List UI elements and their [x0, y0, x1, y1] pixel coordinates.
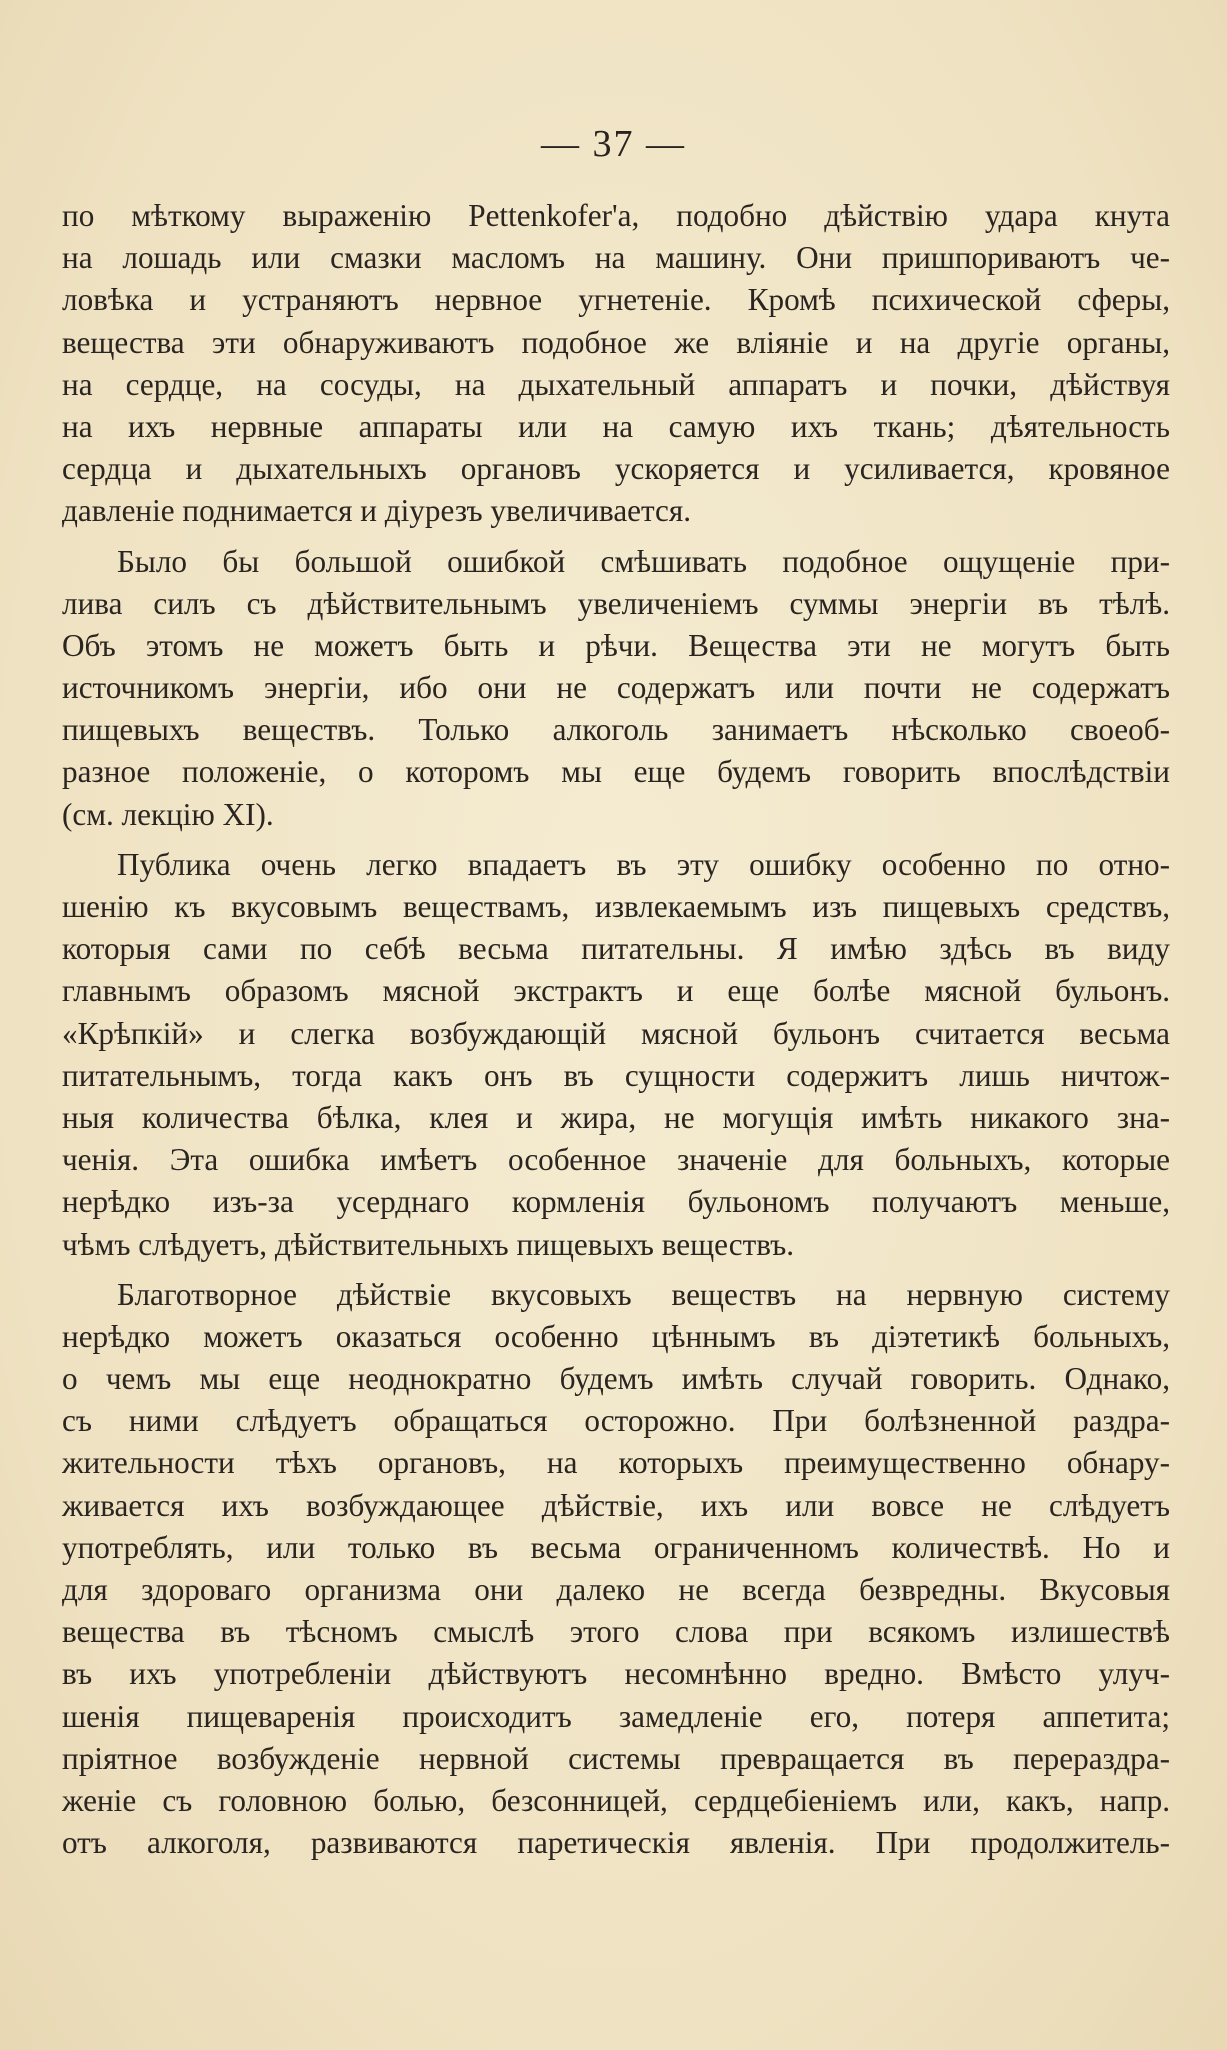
text-line: Публика очень легко впадаетъ въ эту ошибку особенно по отно-	[117, 846, 1170, 882]
text-line: на сердце, на сосуды, на дыхательный аппаратъ и почки, дѣйствуя	[62, 366, 1170, 402]
text-line: употреблять, или только въ весьма ограниченномъ количествѣ. Но и	[62, 1529, 1170, 1565]
text-line: шенію къ вкусовымъ веществамъ, извлекаемымъ изъ пищевыхъ средствъ,	[62, 889, 1170, 924]
text-line: женіе съ головною болью, безсонницей, сердцебіеніемъ или, какъ, напр.	[62, 1782, 1170, 1818]
text-line: живается ихъ возбуждающее дѣйствіе, ихъ или вовсе не слѣдуетъ	[62, 1487, 1170, 1523]
text-line: давленіе поднимается и діурезъ увеличивается.	[62, 493, 692, 529]
text-line: нерѣдко изъ-за усерднаго кормленія бульономъ получаютъ меньше,	[62, 1184, 1170, 1220]
text-line: «Крѣпкій» и слегка возбуждающій мясной бульонъ считается весьма	[62, 1015, 1170, 1051]
text-line: которыя сами по себѣ весьма питательны. Я имѣю здѣсь въ виду	[62, 931, 1170, 967]
text-line: ловѣка и устраняютъ нервное угнетеніе. Кромѣ психической сферы,	[62, 282, 1170, 318]
text-line: вещества въ тѣсномъ смыслѣ этого слова при всякомъ излишествѣ	[62, 1614, 1170, 1650]
text-line: чѣмъ слѣдуетъ, дѣйствительныхъ пищевыхъ веществъ.	[62, 1226, 795, 1262]
text-line: отъ алкоголя, развиваются паретическія явленія. При продолжитель-	[62, 1825, 1170, 1861]
text-line: пищевыхъ веществъ. Только алкоголь занимаетъ нѣсколько своеоб-	[62, 712, 1170, 748]
text-line: разное положеніе, о которомъ мы еще будемъ говорить впослѣдствіи	[62, 754, 1170, 790]
text-line: нерѣдко можетъ оказаться особенно цѣннымъ въ діэтетикѣ больныхъ,	[62, 1318, 1170, 1354]
text-line: сердца и дыхательныхъ органовъ ускоряется и усиливается, кровяное	[62, 451, 1170, 487]
text-line: вещества эти обнаруживаютъ подобное же вліяніе и на другіе органы,	[62, 324, 1170, 360]
page-number: — 37 —	[541, 123, 686, 165]
text-line: пріятное возбужденіе нервной системы превращается въ перераздра-	[62, 1740, 1170, 1776]
text-line: шенія пищеваренія происходитъ замедленіе его, потеря аппетита;	[62, 1698, 1170, 1734]
text-line: Было бы большой ошибкой смѣшивать подобное ощущеніе при-	[117, 543, 1170, 579]
text-line: о чемъ мы еще неоднократно будемъ имѣть случай говорить. Однако,	[62, 1361, 1170, 1397]
body-text	[62, 195, 1170, 1864]
text-line: ченія. Эта ошибка имѣетъ особенное значеніе для больныхъ, которые	[62, 1142, 1170, 1178]
text-line: съ ними слѣдуетъ обращаться осторожно. При болѣзненной раздра-	[62, 1403, 1170, 1439]
text-line: на лошадь или смазки масломъ на машину. Они пришпориваютъ че-	[62, 240, 1170, 276]
text-line: Благотворное дѣйствіе вкусовыхъ веществъ на нервную систему	[117, 1276, 1170, 1312]
text-line: (см. лекцію XI).	[62, 796, 274, 832]
text-line: на ихъ нервные аппараты или на самую ихъ ткань; дѣятельность	[62, 408, 1170, 444]
text-line: Объ этомъ не можетъ быть и рѣчи. Вещества эти не могутъ быть	[62, 627, 1170, 663]
text-line: питательнымъ, тогда какъ онъ въ сущности содержитъ лишь ничтож-	[62, 1057, 1170, 1093]
text-line: въ ихъ употребленіи дѣйствуютъ несомнѣнно вредно. Вмѣсто улуч-	[62, 1656, 1170, 1692]
text-line: источникомъ энергіи, ибо они не содержатъ или почти не содержатъ	[62, 670, 1170, 706]
text-line: для здороваго организма они далеко не всегда безвредны. Вкусовыя	[62, 1572, 1170, 1607]
paragraph-4	[62, 1274, 1170, 1865]
paragraph-1	[62, 195, 1170, 533]
text-line: по мѣткому выраженію Pettenkofer'а, подобно дѣйствію удара кнута	[62, 198, 1170, 233]
text-line: ныя количества бѣлка, клея и жира, не могущія имѣть никакого зна-	[62, 1099, 1170, 1135]
text-line: лива силъ съ дѣйствительнымъ увеличеніемъ суммы энергіи въ тѣлѣ.	[62, 585, 1170, 621]
text-line: главнымъ образомъ мясной экстрактъ и еще болѣе мясной бульонъ.	[62, 973, 1170, 1009]
paragraph-3	[62, 844, 1170, 1266]
paragraph-2	[62, 541, 1170, 836]
text-line: жительности тѣхъ органовъ, на которыхъ преимущественно обнару-	[62, 1445, 1170, 1481]
